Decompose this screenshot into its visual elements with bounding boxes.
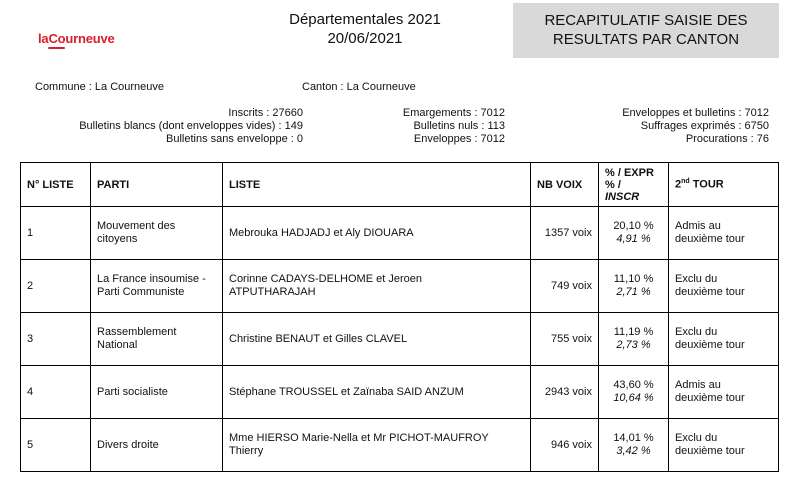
stats-column-1: Inscrits : 27660 Bulletins blancs (dont enveloppes vides) : 149 Bulletins sans enveloppe : 0 [79,107,303,145]
commune-label: Commune : La Courneuve [35,81,165,93]
table-row: 2 La France insoumise - Parti Communiste Corinne CADAYS-DELHOME et Jeroen ATPUTHARAJAH 749 voix 11,10 % 2,71 % Exclu du deuxième tour [21,260,779,313]
report-title-box: RECAPITULATIF SAISIE DES RESULTATS PAR CANTON [513,3,779,58]
election-title: Départementales 2021 [289,11,441,28]
table-header-row [21,163,779,207]
header-num: N° LISTE [21,163,91,207]
header-voix: NB VOIX [531,163,599,207]
table-row: 5 Divers droite Mme HIERSO Marie-Nella et Mr PICHOT-MAUFROY Thierry 946 voix 14,01 % 3,42 % Exclu du deuxième tour [21,419,779,472]
table-row: 4 Parti socialiste Stéphane TROUSSEL et Zaïnaba SAID ANZUM 2943 voix 43,60 % 10,64 % Admis au deuxième tour [21,366,779,419]
stats-column-2: Emargements : 7012 Bulletins nuls : 113 Enveloppes : 7012 [402,107,505,145]
table-row: 3 Rassemblement National Christine BENAUT et Gilles CLAVEL 755 voix 11,19 % 2,73 % Exclu du deuxième tour [21,313,779,366]
header-parti: PARTI [91,163,223,207]
election-date: 20/06/2021 [327,30,403,47]
stats-column-3: Enveloppes et bulletins : 7012 Suffrages exprimés : 6750 Procurations : 76 [622,107,769,145]
table-row: 1 Mouvement des citoyens Mebrouka HADJADJ et Aly DIOUARA 1357 voix 20,10 % 4,91 % Admis au deuxième tour [21,207,779,260]
canton-label: Canton : La Courneuve [302,81,416,93]
header-pct: % / EXPR % / INSCR [599,163,669,207]
header-tour: 2nd TOUR [669,163,779,207]
header-liste: LISTE [223,163,531,207]
la-courneuve-logo: laCourneuve [38,31,115,46]
results-table [20,162,779,472]
election-header [250,10,480,48]
